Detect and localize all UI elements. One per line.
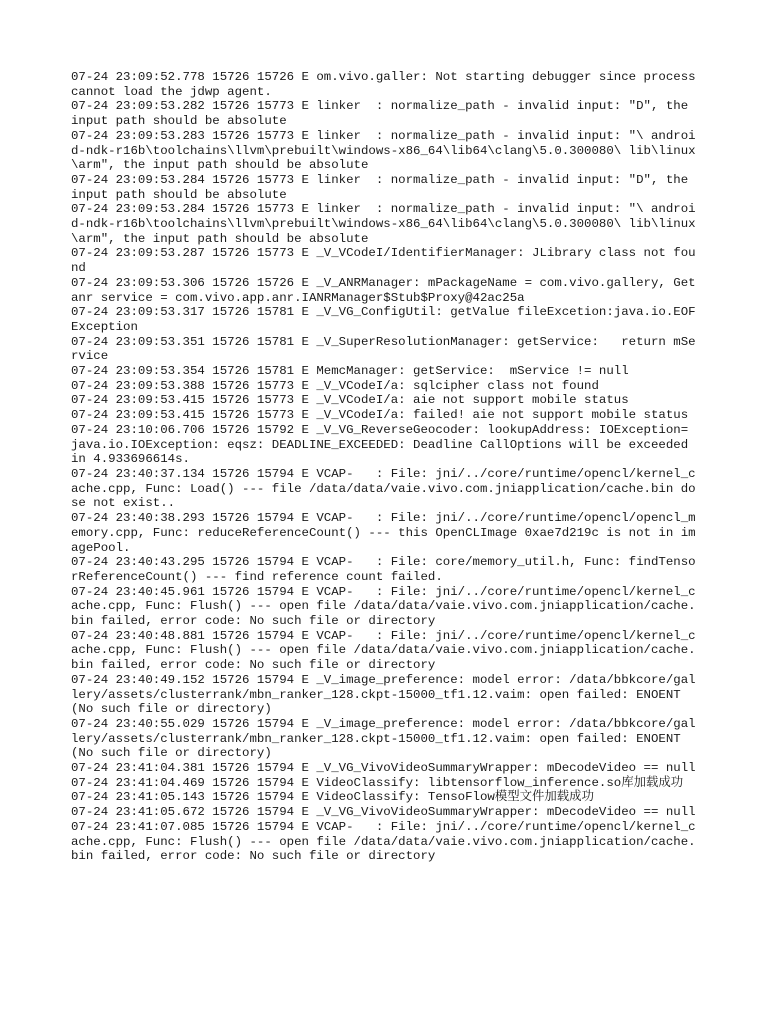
log-line: 07-24 23:40:48.881 15726 15794 E VCAP- : File: jni/../core/runtime/opencl/kernel_cache.cpp, Func: Flush() --- open file /data/data/vaie.vivo.com.jniapplication/cache.bin failed, error code: No such file or directory xyxy=(71,628,696,673)
log-line: 07-24 23:09:52.778 15726 15726 E om.vivo.galler: Not starting debugger since process cannot load the jdwp agent. xyxy=(71,70,704,99)
log-line: 07-24 23:09:53.354 15726 15781 E MemcManager: getService: mService != null xyxy=(71,364,629,379)
log-line: 07-24 23:41:05.672 15726 15794 E _V_VG_VivoVideoSummaryWrapper: mDecodeVideo == null xyxy=(71,805,696,820)
log-line: 07-24 23:09:53.388 15726 15773 E _V_VCodeI/a: sqlcipher class not found xyxy=(71,378,599,393)
log-line: 07-24 23:40:49.152 15726 15794 E _V_image_preference: model error: /data/bbkcore/gallery/assets/clusterrank/mbn_ranker_128.ckpt-15000_tf1.12.vaim: open failed: ENOENT (No such file or directory) xyxy=(71,672,696,717)
log-line: 07-24 23:09:53.287 15726 15773 E _V_VCodeI/IdentifierManager: JLibrary class not found xyxy=(71,246,696,276)
log-line: 07-24 23:09:53.284 15726 15773 E linker : normalize_path - invalid input: "D", the input path should be absolute xyxy=(71,172,696,202)
log-line: 07-24 23:41:05.143 15726 15794 E VideoClassify: TensoFlow模型文件加载成功 xyxy=(71,790,594,805)
log-line: 07-24 23:09:53.283 15726 15773 E linker : normalize_path - invalid input: "\ android-ndk-r16b\toolchains\llvm\prebuilt\windows-x86_64\lib64\clang\5.0.300080\ lib\linux\arm", the input path should be absolute xyxy=(71,128,696,173)
log-line: 07-24 23:40:37.134 15726 15794 E VCAP- : File: jni/../core/runtime/opencl/kernel_cache.cpp, Func: Load() --- file /data/data/vaie.vivo.com.jniapplication/cache.bin dose not exist.. xyxy=(71,466,696,511)
log-line: 07-24 23:40:43.295 15726 15794 E VCAP- : File: core/memory_util.h, Func: findTensorReferenceCount() --- find reference count failed. xyxy=(71,555,696,584)
log-line: 07-24 23:41:04.381 15726 15794 E _V_VG_VivoVideoSummaryWrapper: mDecodeVideo == null xyxy=(71,761,696,776)
log-line: 07-24 23:09:53.317 15726 15781 E _V_VG_ConfigUtil: getValue fileExcetion:java.io.EOFException xyxy=(71,305,696,334)
log-document xyxy=(71,70,703,864)
log-line: 07-24 23:09:53.415 15726 15773 E _V_VCodeI/a: aie not support mobile status xyxy=(71,393,629,408)
log-line: 07-24 23:40:38.293 15726 15794 E VCAP- : File: jni/../core/runtime/opencl/opencl_memory.cpp, Func: reduceReferenceCount() --- this OpenCLImage 0xae7d219c is not in imagePool. xyxy=(71,511,696,555)
log-line: 07-24 23:40:45.961 15726 15794 E VCAP- : File: jni/../core/runtime/opencl/kernel_cache.cpp, Func: Flush() --- open file /data/data/vaie.vivo.com.jniapplication/cache.bin failed, error code: No such file or directory xyxy=(71,584,696,629)
log-line: 07-24 23:09:53.306 15726 15726 E _V_ANRManager: mPackageName = com.vivo.gallery, Get anr service = com.vivo.app.anr.IANRManager$Stub$Proxy@42ac25a xyxy=(71,275,704,305)
log-line: 07-24 23:10:06.706 15726 15792 E _V_VG_ReverseGeocoder: lookupAddress: IOException= java.io.IOException: eqsz: DEADLINE_EXCEEDED: Deadline CallOptions will be exceeded in 4.933696614s. xyxy=(71,422,696,467)
log-line: 07-24 23:09:53.351 15726 15781 E _V_SuperResolutionManager: getService: return mService xyxy=(71,334,696,364)
log-line: 07-24 23:41:04.469 15726 15794 E VideoClassify: libtensorflow_inference.so库加载成功 xyxy=(71,775,684,790)
log-line: 07-24 23:09:53.282 15726 15773 E linker : normalize_path - invalid input: "D", the input path should be absolute xyxy=(71,99,696,129)
log-line: 07-24 23:09:53.284 15726 15773 E linker : normalize_path - invalid input: "\ android-ndk-r16b\toolchains\llvm\prebuilt\windows-x86_64\lib64\clang\5.0.300080\ lib\linux\arm", the input path should be absolute xyxy=(71,202,696,246)
log-line: 07-24 23:41:07.085 15726 15794 E VCAP- : File: jni/../core/runtime/opencl/kernel_cache.cpp, Func: Flush() --- open file /data/data/vaie.vivo.com.jniapplication/cache.bin failed, error code: No such file or directory xyxy=(71,819,696,864)
log-line: 07-24 23:09:53.415 15726 15773 E _V_VCodeI/a: failed! aie not support mobile status xyxy=(71,408,689,423)
log-line: 07-24 23:40:55.029 15726 15794 E _V_image_preference: model error: /data/bbkcore/gallery/assets/clusterrank/mbn_ranker_128.ckpt-15000_tf1.12.vaim: open failed: ENOENT (No such file or directory) xyxy=(71,716,696,761)
